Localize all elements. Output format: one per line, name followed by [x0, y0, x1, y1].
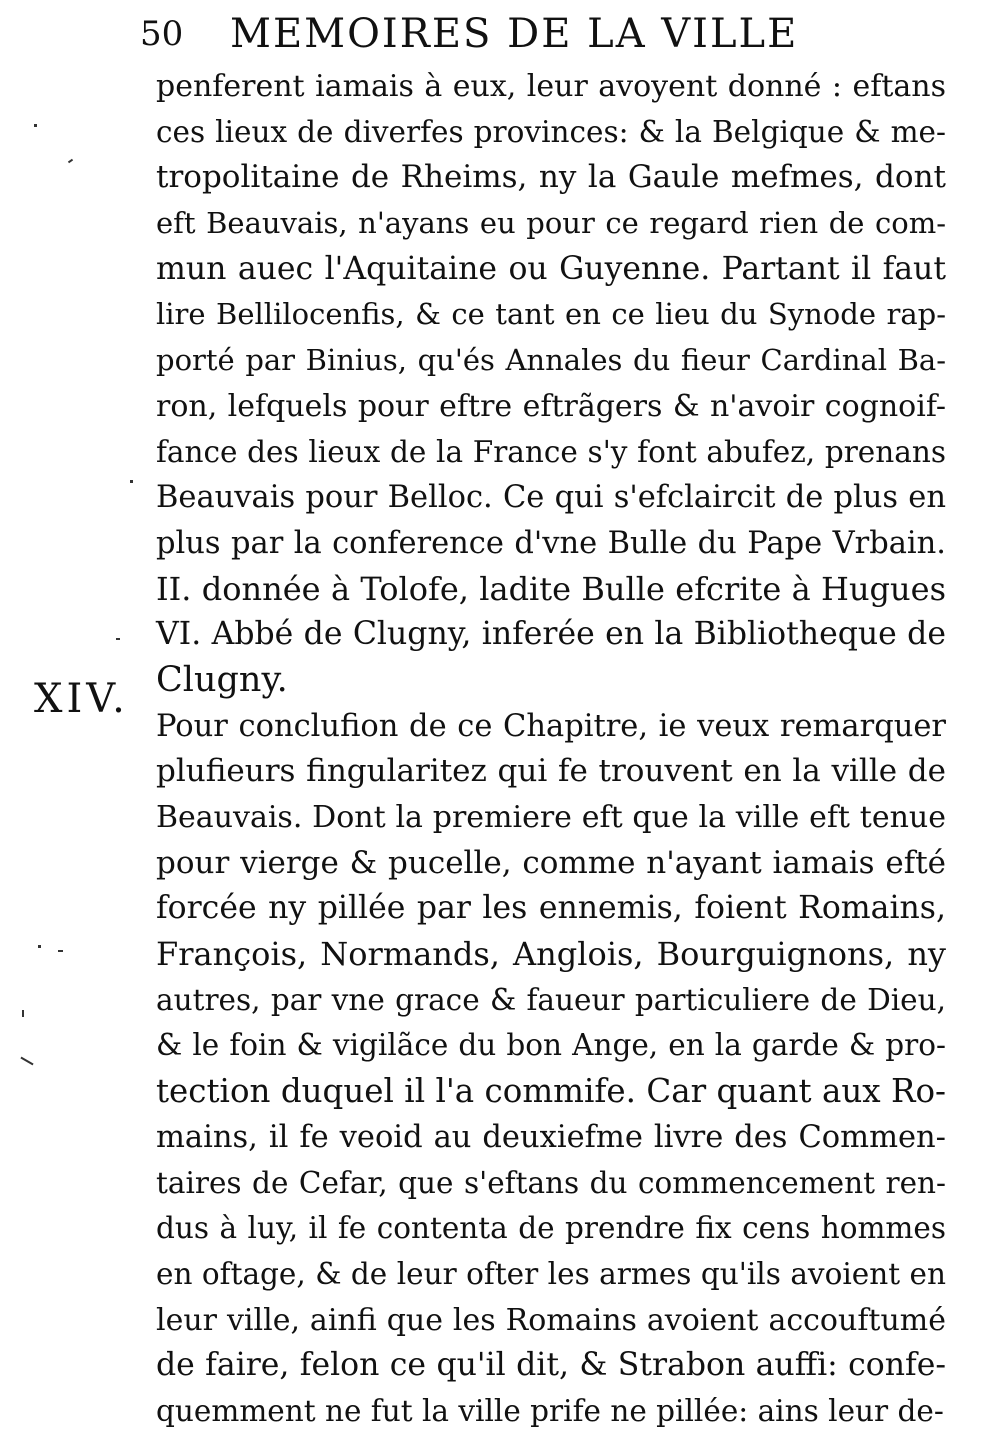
text-line: & le foin & vigilãce du bon Ange, en la garde & pro- [156, 1028, 946, 1063]
ink-speck [58, 950, 63, 952]
page-number: 50 [140, 14, 184, 54]
text-line: leur ville, ainfi que les Romains avoient accouftumé [156, 1302, 946, 1338]
text-line: Beauvais. Dont la premiere eft que la ville eft tenue [156, 800, 946, 835]
text-line: II. donnée à Tolofe, ladite Bulle efcrite à Hugues [156, 569, 946, 608]
body-text [156, 64, 946, 1435]
text-line: quemment ne fut la ville prife ne pillée: ains leur de- [156, 1393, 944, 1428]
text-line: fance des lieux de la France s'y font abufez, prenans [156, 434, 946, 469]
ink-speck [68, 159, 73, 164]
text-line: lire Bellilocenfis, & ce tant en ce lieu du Synode rap- [156, 297, 946, 332]
text-line: ces lieux de diverfes provinces: & la Belgique & me- [156, 114, 946, 149]
ink-speck [116, 638, 120, 640]
ink-speck [20, 1057, 33, 1066]
text-line: taires de Cefar, que s'eftans du commencement ren- [156, 1165, 946, 1200]
text-line: Beauvais pour Belloc. Ce qui s'efclaircit de plus en [156, 480, 946, 516]
running-title: MEMOIRES DE LA VILLE [230, 11, 799, 57]
text-line: porté par Binius, qu'és Annales du fieur Cardinal Ba- [156, 343, 946, 378]
ink-speck [130, 480, 133, 483]
ink-speck [34, 124, 37, 127]
text-line: VI. Abbé de Clugny, inferée en la Bibliotheque de [156, 616, 946, 653]
text-line: dus à luy, il fe contenta de prendre fix cens hommes [156, 1211, 946, 1246]
text-line: mun auec l'Aquitaine ou Guyenne. Partant il faut [156, 250, 946, 287]
text-line: Clugny. [156, 659, 288, 700]
text-line: de faire, felon ce qu'il dit, & Strabon auffi: confe- [156, 1347, 946, 1384]
text-line: tropolitaine de Rheims, ny la Gaule mefmes, dont [156, 159, 946, 196]
ink-speck [38, 945, 41, 948]
section-marker: XIV. [34, 676, 129, 722]
text-line: autres, par vne grace & faueur particuliere de Dieu, [156, 982, 946, 1017]
text-line: plufieurs fingularitez qui fe trouvent en la ville de [156, 753, 946, 790]
ink-speck [22, 1010, 24, 1017]
text-line: en oftage, & de leur ofter les armes qu'ils avoient en [156, 1256, 946, 1291]
text-line: forcée ny pillée par les ennemis, foient Romains, [156, 890, 946, 927]
text-line: Pour conclufion de ce Chapitre, ie veux remarquer [156, 708, 946, 744]
page-header [140, 6, 880, 62]
text-line: ron, lefquels pour eftre eftrãgers & n'avoir cognoif- [156, 388, 946, 424]
text-line: eft Beauvais, n'ayans eu pour ce regard rien de com- [156, 206, 946, 241]
text-line: mains, il fe veoid au deuxiefme livre des Commen- [156, 1119, 946, 1155]
text-line: tection duquel il l'a commife. Car quant aux Ro- [156, 1072, 946, 1111]
text-line: plus par la conference d'vne Bulle du Pape Vrbain. [156, 525, 946, 561]
text-line: penferent iamais à eux, leur avoyent donné : eftans [156, 69, 946, 104]
text-line: François, Normands, Anglois, Bourguignons, ny [156, 935, 946, 974]
text-line: pour vierge & pucelle, comme n'ayant iamais efté [156, 844, 946, 881]
